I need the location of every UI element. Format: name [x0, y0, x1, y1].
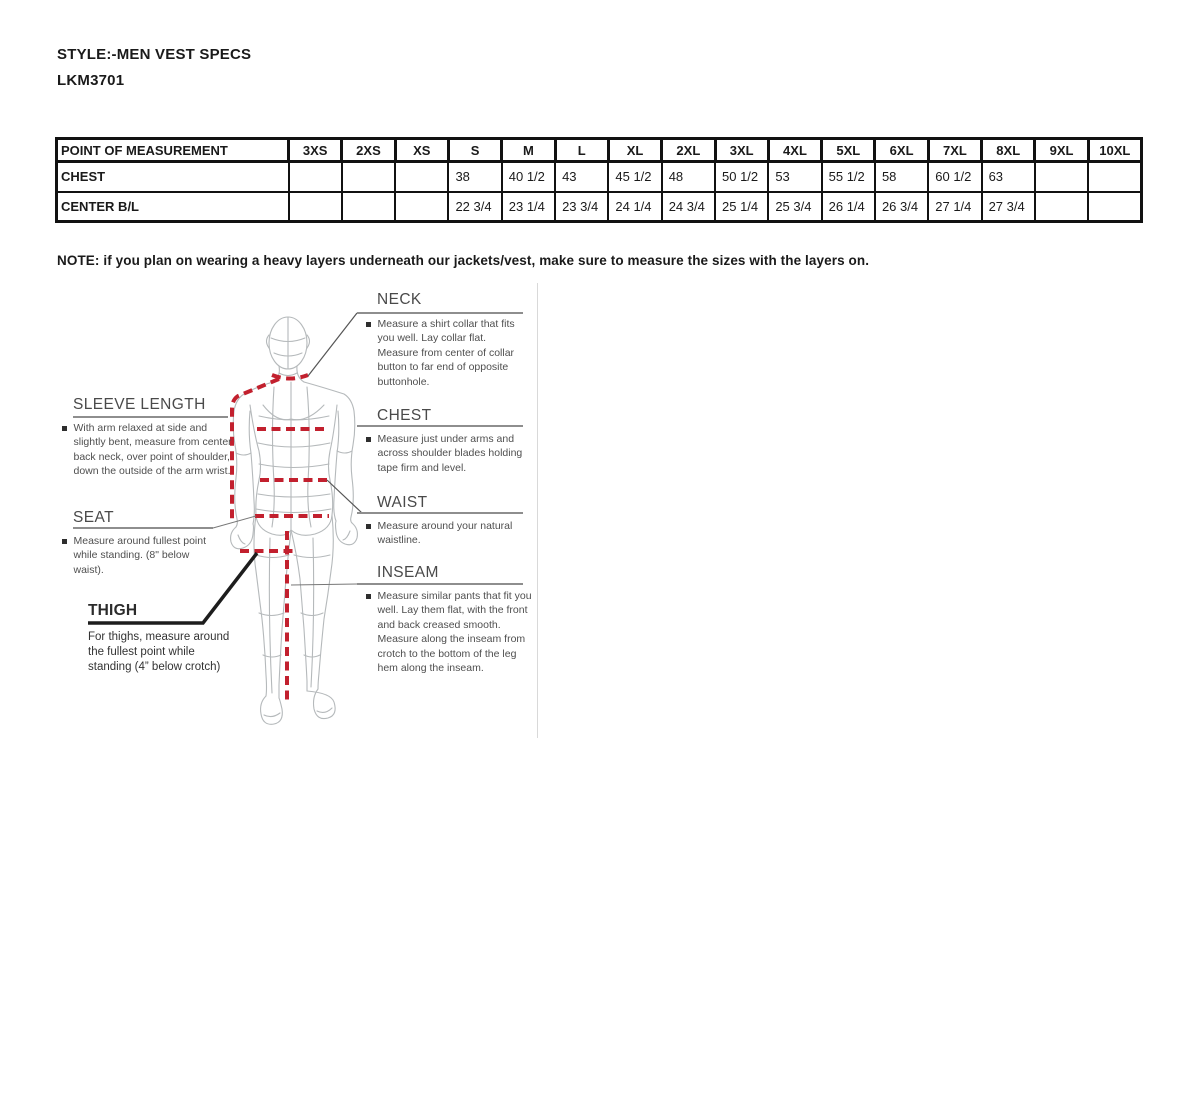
note-text: NOTE: if you plan on wearing a heavy layers underneath our jackets/vest, make sure to measure the sizes with the layers on.	[57, 253, 870, 268]
bullet-icon	[366, 437, 371, 442]
value-cell: 26 3/4	[875, 192, 928, 222]
value-cell	[289, 162, 342, 192]
value-cell: 43	[555, 162, 608, 192]
header-size-7xl: 7XL	[928, 139, 981, 162]
value-cell	[289, 192, 342, 222]
value-cell: 63	[982, 162, 1035, 192]
header-size-s: S	[448, 139, 501, 162]
value-cell: 45 1/2	[608, 162, 661, 192]
value-cell: 60 1/2	[928, 162, 981, 192]
chest-label: CHEST	[377, 407, 432, 424]
chest-description: Measure just under arms and across shoulder blades holding tape firm and level.	[366, 432, 534, 475]
value-cell	[1088, 162, 1141, 192]
value-cell: 58	[875, 162, 928, 192]
thigh-description: For thighs, measure around the fullest point while standing (4” below crotch)	[88, 631, 230, 673]
size-spec-table	[55, 137, 1143, 223]
header-size-xl: XL	[608, 139, 661, 162]
value-cell: 24 3/4	[662, 192, 715, 222]
value-cell: 48	[662, 162, 715, 192]
value-cell: 22 3/4	[448, 192, 501, 222]
sleeve-length-label: SLEEVE LENGTH	[73, 396, 206, 413]
style-code: LKM3701	[57, 72, 125, 89]
header-size-8xl: 8XL	[982, 139, 1035, 162]
measurement-diagram	[60, 283, 540, 743]
value-cell: 26 1/4	[822, 192, 875, 222]
value-cell: 23 1/4	[502, 192, 555, 222]
value-cell: 24 1/4	[608, 192, 661, 222]
value-cell: 50 1/2	[715, 162, 768, 192]
value-cell: 27 3/4	[982, 192, 1035, 222]
header-size-2xs: 2XS	[342, 139, 395, 162]
row-label: CENTER B/L	[57, 192, 289, 222]
value-cell	[1088, 192, 1141, 222]
value-cell	[395, 192, 448, 222]
thigh-label: THIGH	[88, 602, 138, 619]
header-size-xs: XS	[395, 139, 448, 162]
table-row	[57, 192, 1142, 222]
value-cell: 55 1/2	[822, 162, 875, 192]
value-cell	[395, 162, 448, 192]
value-cell: 38	[448, 162, 501, 192]
value-cell	[1035, 162, 1088, 192]
bullet-icon	[366, 594, 371, 599]
value-cell: 25 3/4	[768, 192, 821, 222]
header-size-3xs: 3XS	[289, 139, 342, 162]
neck-description: Measure a shirt collar that fits you well. Lay collar flat. Measure from center of collar button to far end of opposite buttonhole.	[366, 317, 529, 389]
header-size-5xl: 5XL	[822, 139, 875, 162]
style-title: STYLE:-MEN VEST SPECS	[57, 46, 252, 63]
bullet-icon	[62, 539, 67, 544]
waist-label: WAIST	[377, 494, 428, 511]
value-cell: 53	[768, 162, 821, 192]
header-size-4xl: 4XL	[768, 139, 821, 162]
seat-label: SEAT	[73, 509, 114, 526]
diagram-right-edge	[537, 283, 538, 738]
header-size-9xl: 9XL	[1035, 139, 1088, 162]
table-header-row	[57, 139, 1142, 162]
inseam-label: INSEAM	[377, 564, 439, 581]
header-size-m: M	[502, 139, 555, 162]
value-cell	[342, 192, 395, 222]
seat-description: Measure around fullest point while standing. (8" below waist).	[62, 534, 212, 577]
header-size-2xl: 2XL	[662, 139, 715, 162]
row-label: CHEST	[57, 162, 289, 192]
value-cell	[1035, 192, 1088, 222]
header-size-l: L	[555, 139, 608, 162]
header-point-of-measurement: POINT OF MEASUREMENT	[57, 139, 289, 162]
header-size-3xl: 3XL	[715, 139, 768, 162]
header-size-6xl: 6XL	[875, 139, 928, 162]
size-table-wrap	[55, 137, 1143, 223]
value-cell: 23 3/4	[555, 192, 608, 222]
value-cell: 27 1/4	[928, 192, 981, 222]
waist-description: Measure around your natural waistline.	[366, 519, 526, 548]
bullet-icon	[366, 524, 371, 529]
value-cell: 40 1/2	[502, 162, 555, 192]
sleeve-measure-line	[232, 379, 279, 519]
bullet-icon	[366, 322, 371, 327]
table-row	[57, 162, 1142, 192]
neck-label: NECK	[377, 291, 422, 308]
bullet-icon	[62, 426, 67, 431]
sleeve-length-description: With arm relaxed at side and slightly bent, measure from center back neck, over point of shoulder, down the outside of the arm wrist.	[62, 421, 234, 479]
value-cell	[342, 162, 395, 192]
inseam-description: Measure similar pants that fit you well. Lay them flat, with the front and back creased smooth. Measure along the inseam from crotch to the bottom of the leg hem along the inseam.	[366, 589, 534, 675]
value-cell: 25 1/4	[715, 192, 768, 222]
header-size-10xl: 10XL	[1088, 139, 1141, 162]
